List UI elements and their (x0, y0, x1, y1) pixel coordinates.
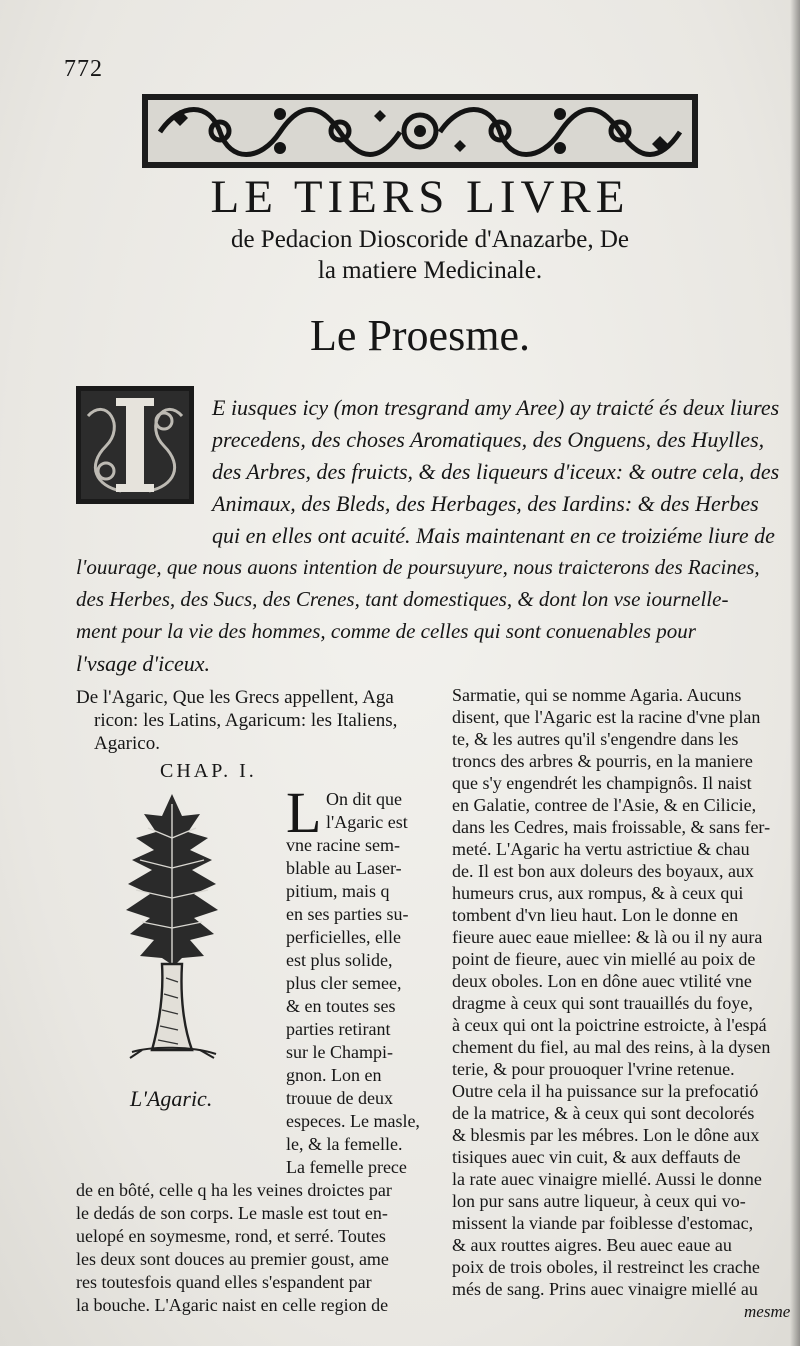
chapter-title (76, 686, 421, 755)
text-line: Outre cela il ha puissance sur la prefocatió (452, 1081, 759, 1101)
text-line: la rate auec vinaigre miellé. Aussi le donne (452, 1169, 762, 1189)
intro-line: des Arbres, des fruicts, & des liqueurs d'iceux: & outre cela, des (212, 459, 780, 484)
text-line: uelopé en soymesme, rond, et serré. Toutes (76, 1226, 386, 1246)
text-line: On dit que (326, 789, 402, 809)
text-line: deux oboles. Lon en dône auec vtilité vne (452, 971, 752, 991)
text-line: parties retirant (286, 1019, 391, 1039)
subtitle-line: la matiere Medicinale. (317, 257, 543, 284)
text-line: de. Il est bon aux doleurs des boyaux, aux (452, 861, 754, 881)
catchword: mesme (744, 1302, 791, 1321)
chapter-title-line: ricon: les Latins, Agaricum: les Italiens, (94, 710, 398, 731)
text-line: poix de trois oboles, il restreinct les crache (452, 1257, 760, 1277)
text-line: dragme à ceux qui sont trauaillés du foye, (452, 993, 753, 1013)
text-line: le dedás de son corps. Le masle est tout en- (76, 1203, 388, 1223)
text-line: La femelle prece (286, 1157, 407, 1177)
book-subtitle (190, 224, 670, 286)
text-line: gnon. Lon en (286, 1065, 382, 1085)
agaric-woodcut-illustration (112, 788, 232, 1064)
intro-line: des Herbes, des Sucs, des Crenes, tant domestiques, & dont lon vse iournelle- (76, 587, 729, 611)
text-line: lon pur sans autre liqueur, à ceux qui vo- (452, 1191, 746, 1211)
intro-line: qui en elles ont acuité. Mais maintenant en ce troiziéme liure de (212, 523, 775, 548)
text-line: humeurs crus, aux rompus, & à ceux qui (452, 883, 744, 903)
text-line: à ceux qui ont la poictrine estroicte, à l'espá (452, 1015, 767, 1035)
figure-caption: L'Agaric. (130, 1086, 213, 1111)
text-line: en ses parties su- (286, 904, 409, 924)
text-line: perficielles, elle (286, 927, 401, 947)
intro-line: precedens, des choses Aromatiques, des Onguens, des Huylles, (212, 427, 765, 452)
text-line: les deux sont douces au premier goust, ame (76, 1249, 389, 1269)
text-line: en Galatie, contree de l'Asie, & en Cilicie, (452, 795, 757, 815)
subtitle-line: de Pedacion Dioscoride d'Anazarbe, De (230, 226, 630, 253)
text-line: chement du fiel, au mal des reins, à la dysen (452, 1037, 771, 1057)
text-line: la bouche. L'Agaric naist en celle region de (76, 1295, 389, 1315)
text-line: point de fieure, auec vin miellé au poix de (452, 949, 756, 969)
text-line: pitium, mais q (286, 881, 390, 901)
text-line: troncs des arbres & pourris, en la maniere (452, 751, 753, 771)
text-line: terie, & pour prouoquer l'vrine retenue. (452, 1059, 735, 1079)
text-line: est plus solide, (286, 950, 393, 970)
text-line: res toutesfois quand elles s'espandent par (76, 1272, 372, 1292)
intro-line: l'ouurage, que nous auons intention de poursuyure, nous traicterons des Racines, (76, 555, 760, 579)
text-line: de la matrice, & à ceux qui sont decolorés (452, 1103, 755, 1123)
text-line: fieure auec eaue miellee: & là ou il ny aura (452, 927, 763, 947)
text-line: disent, que l'Agaric est la racine d'vne plan (452, 707, 761, 727)
text-line: sur le Champi- (286, 1042, 393, 1062)
intro-line: l'vsage d'iceux. (76, 651, 211, 676)
text-line: més de sang. Prins auec vinaigre miellé au (452, 1279, 758, 1299)
bleed-through-mark (262, 62, 288, 85)
text-line: meté. L'Agaric ha vertu astrictiue & chau (452, 839, 750, 859)
text-line: especes. Le masle, (286, 1111, 420, 1131)
chapter-title-line: Agarico. (94, 733, 160, 754)
chapter-title-line: De l'Agaric, Que les Grecs appellent, Aga (76, 687, 394, 708)
text-line: & blesmis par les mébres. Lon le dône aux (452, 1125, 760, 1145)
intro-line: E iusques icy (mon tresgrand amy Aree) ay traicté és deux liures (212, 395, 780, 420)
text-line: tombent d'vn lieu haut. Lon le donne en (452, 905, 739, 925)
text-line: que s'y engendrét les champignôs. Il naist (452, 773, 752, 793)
text-line: trouue de deux (286, 1088, 393, 1108)
text-line: de en bôté, celle q ha les veines droictes par (76, 1180, 392, 1200)
text-line: vne racine sem- (286, 835, 400, 855)
decorated-initial (76, 386, 194, 504)
page-edge-shadow (790, 0, 800, 1346)
intro-line: Animaux, des Bleds, des Herbages, des Iardins: & des Herbes (212, 491, 759, 516)
text-line: blable au Laser- (286, 858, 402, 878)
ornamental-headpiece (140, 92, 700, 170)
intro-line: ment pour la vie des hommes, comme de celles qui sont conuenables pour (76, 619, 696, 643)
text-line: missent la viande par foiblesse d'estomac, (452, 1213, 754, 1233)
text-line: & en toutes ses (286, 996, 396, 1016)
text-line: & aux routtes aigres. Beu auec eaue au (452, 1235, 732, 1255)
text-line: l'Agaric est (326, 812, 408, 832)
text-line: le, & la femelle. (286, 1134, 403, 1154)
page-number: 772 (64, 56, 103, 82)
book-title: LE TIERS LIVRE (210, 171, 630, 223)
text-line: te, & les autres qu'il s'engendre dans les (452, 729, 739, 749)
chapter-label: CHAP. I. (160, 760, 257, 782)
text-line: dans les Cedres, mais froissable, & sans fer- (452, 817, 771, 837)
text-line: Sarmatie, qui se nomme Agaria. Aucuns (452, 685, 742, 705)
chapter-initial-letter: L (286, 780, 322, 845)
section-heading: Le Proesme. (310, 311, 530, 360)
text-line: plus cler semee, (286, 973, 402, 993)
text-line: tisiques auec vin cuit, & aux deffauts de (452, 1147, 741, 1167)
